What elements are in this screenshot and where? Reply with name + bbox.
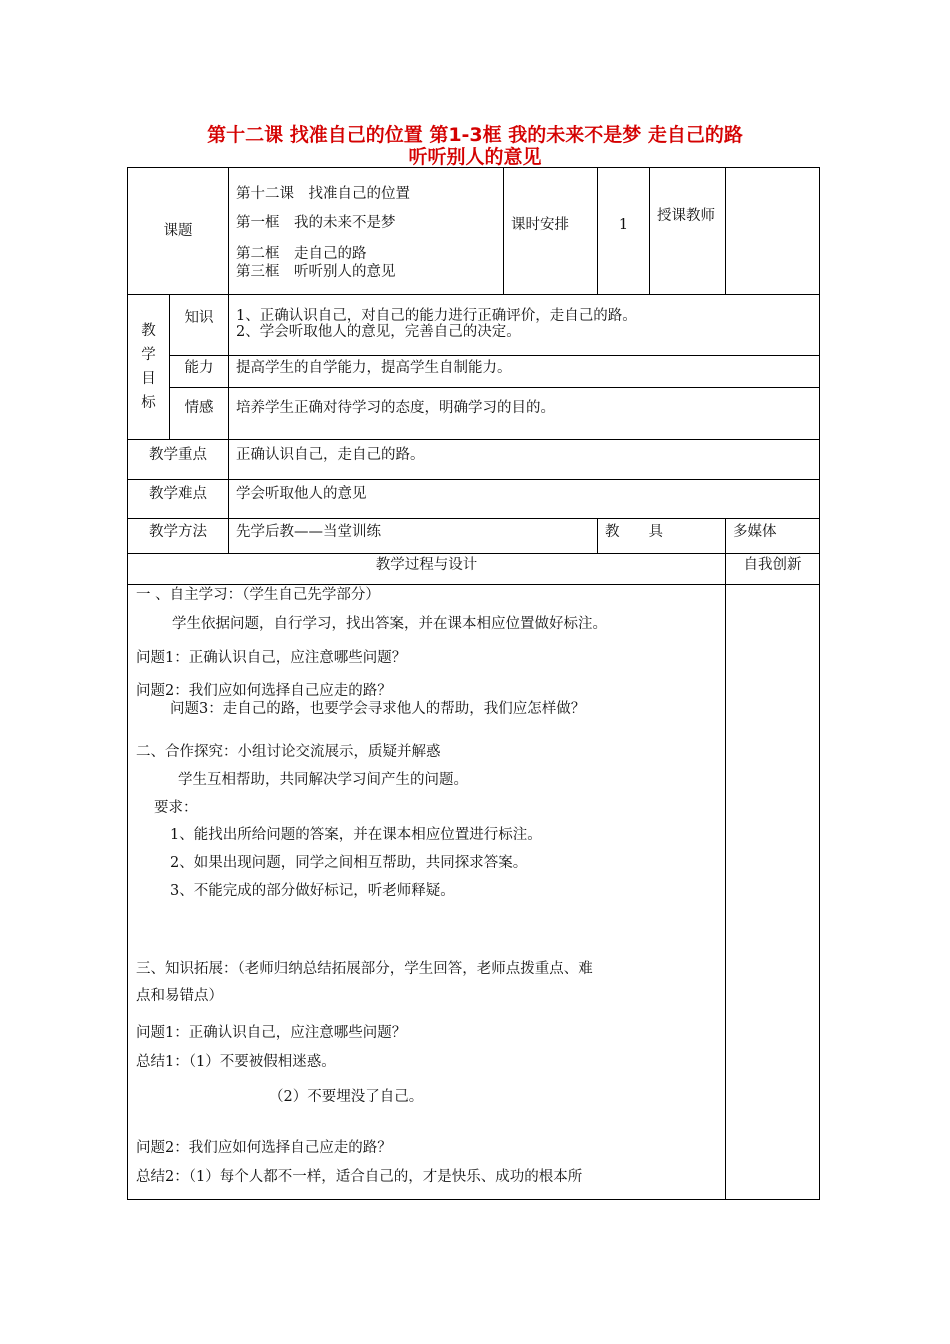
lesson-plan-table <box>127 167 820 1200</box>
objectives-label-char: 目 <box>141 371 156 387</box>
objective-row-emotion <box>128 388 820 440</box>
objective-line: 2、学会听取他人的意见，完善自己的决定。 <box>236 324 521 340</box>
process-body-row <box>128 585 820 1200</box>
process-line: 3、不能完成的部分做好标记，听老师释疑。 <box>170 883 455 899</box>
objective-label: 能力 <box>170 356 229 388</box>
teacher-label-text: 授课教师 <box>657 208 715 224</box>
tool-label: 教 具 <box>598 519 726 554</box>
process-header-row <box>128 554 820 585</box>
objective-label: 知识 <box>170 295 229 356</box>
key-point-label: 教学重点 <box>128 440 229 480</box>
process-line: 三、知识拓展：（老师归纳总结拓展部分，学生回答，老师点拨重点、难 <box>136 961 593 977</box>
process-line: 点和易错点） <box>136 988 223 1004</box>
process-line: 问题3：走自己的路，也要学会寻求他人的帮助，我们应怎样做？ <box>170 701 586 717</box>
topic-label: 课题 <box>128 168 229 295</box>
difficulty-row <box>128 480 820 519</box>
self-innovation-content <box>726 585 820 1200</box>
topic-line: 第二框 走自己的路 <box>236 246 367 262</box>
header-row <box>128 168 820 295</box>
process-line: 一 、自主学习：（学生自己先学部分） <box>136 587 380 603</box>
process-content <box>128 585 726 1200</box>
objectives-label-char: 标 <box>141 395 156 411</box>
key-point-value: 正确认识自己，走自己的路。 <box>229 440 820 480</box>
tool-value: 多媒体 <box>726 519 820 554</box>
process-line: 问题1：正确认识自己，应注意哪些问题？ <box>136 650 407 666</box>
difficulty-label: 教学难点 <box>128 480 229 519</box>
process-line: 学生互相帮助，共同解决学习间产生的问题。 <box>178 772 468 788</box>
objectives-label-char: 教 <box>141 323 156 339</box>
objectives-label-char: 学 <box>141 347 156 363</box>
process-line: 总结1：（1）不要被假相迷惑。 <box>136 1054 336 1070</box>
difficulty-value: 学会听取他人的意见 <box>229 480 820 519</box>
teacher-value <box>726 168 820 295</box>
teacher-label <box>650 168 726 295</box>
schedule-value: 1 <box>598 168 650 295</box>
objective-row-knowledge <box>128 295 820 356</box>
process-line: （2）不要埋没了自己。 <box>269 1089 424 1105</box>
objectives-label <box>128 295 170 440</box>
document-title-line1: 第十二课 找准自己的位置 第1-3框 我的未来不是梦 走自己的路 <box>207 124 743 146</box>
process-line: 问题1：正确认识自己，应注意哪些问题？ <box>136 1025 407 1041</box>
objective-value: 提高学生的自学能力，提高学生自制能力。 <box>229 356 820 388</box>
topic-line: 第三框 听听别人的意见 <box>236 264 396 280</box>
topic-line: 第一框 我的未来不是梦 <box>236 215 396 231</box>
objective-value: 培养学生正确对待学习的态度，明确学习的目的。 <box>229 388 820 440</box>
objective-line: 1、正确认识自己，对自己的能力进行正确评价，走自己的路。 <box>236 308 637 324</box>
process-line: 2、如果出现问题，同学之间相互帮助，共同探求答案。 <box>170 855 528 871</box>
schedule-label: 课时安排 <box>504 168 598 295</box>
process-line: 1、能找出所给问题的答案，并在课本相应位置进行标注。 <box>170 827 542 843</box>
key-point-row <box>128 440 820 480</box>
topic-line: 第十二课 找准自己的位置 <box>236 186 410 202</box>
objective-value <box>229 295 820 356</box>
process-line: 总结2：（1）每个人都不一样，适合自己的，才是快乐、成功的根本所 <box>136 1169 583 1185</box>
process-line: 学生依据问题，自行学习，找出答案，并在课本相应位置做好标注。 <box>172 616 607 632</box>
topic-cell <box>229 168 504 295</box>
process-header: 教学过程与设计 <box>128 554 726 585</box>
process-line: 问题2：我们应如何选择自己应走的路？ <box>136 683 392 699</box>
method-value: 先学后教——当堂训练 <box>229 519 598 554</box>
document-title-line2: 听听别人的意见 <box>408 146 542 168</box>
process-line: 问题2：我们应如何选择自己应走的路？ <box>136 1140 392 1156</box>
objective-label: 情感 <box>170 388 229 440</box>
self-innovation-header: 自我创新 <box>726 554 820 585</box>
method-row <box>128 519 820 554</box>
process-line: 二、合作探究：小组讨论交流展示，质疑并解惑 <box>136 744 441 760</box>
process-line: 要求： <box>154 800 198 816</box>
method-label: 教学方法 <box>128 519 229 554</box>
objective-row-ability <box>128 356 820 388</box>
